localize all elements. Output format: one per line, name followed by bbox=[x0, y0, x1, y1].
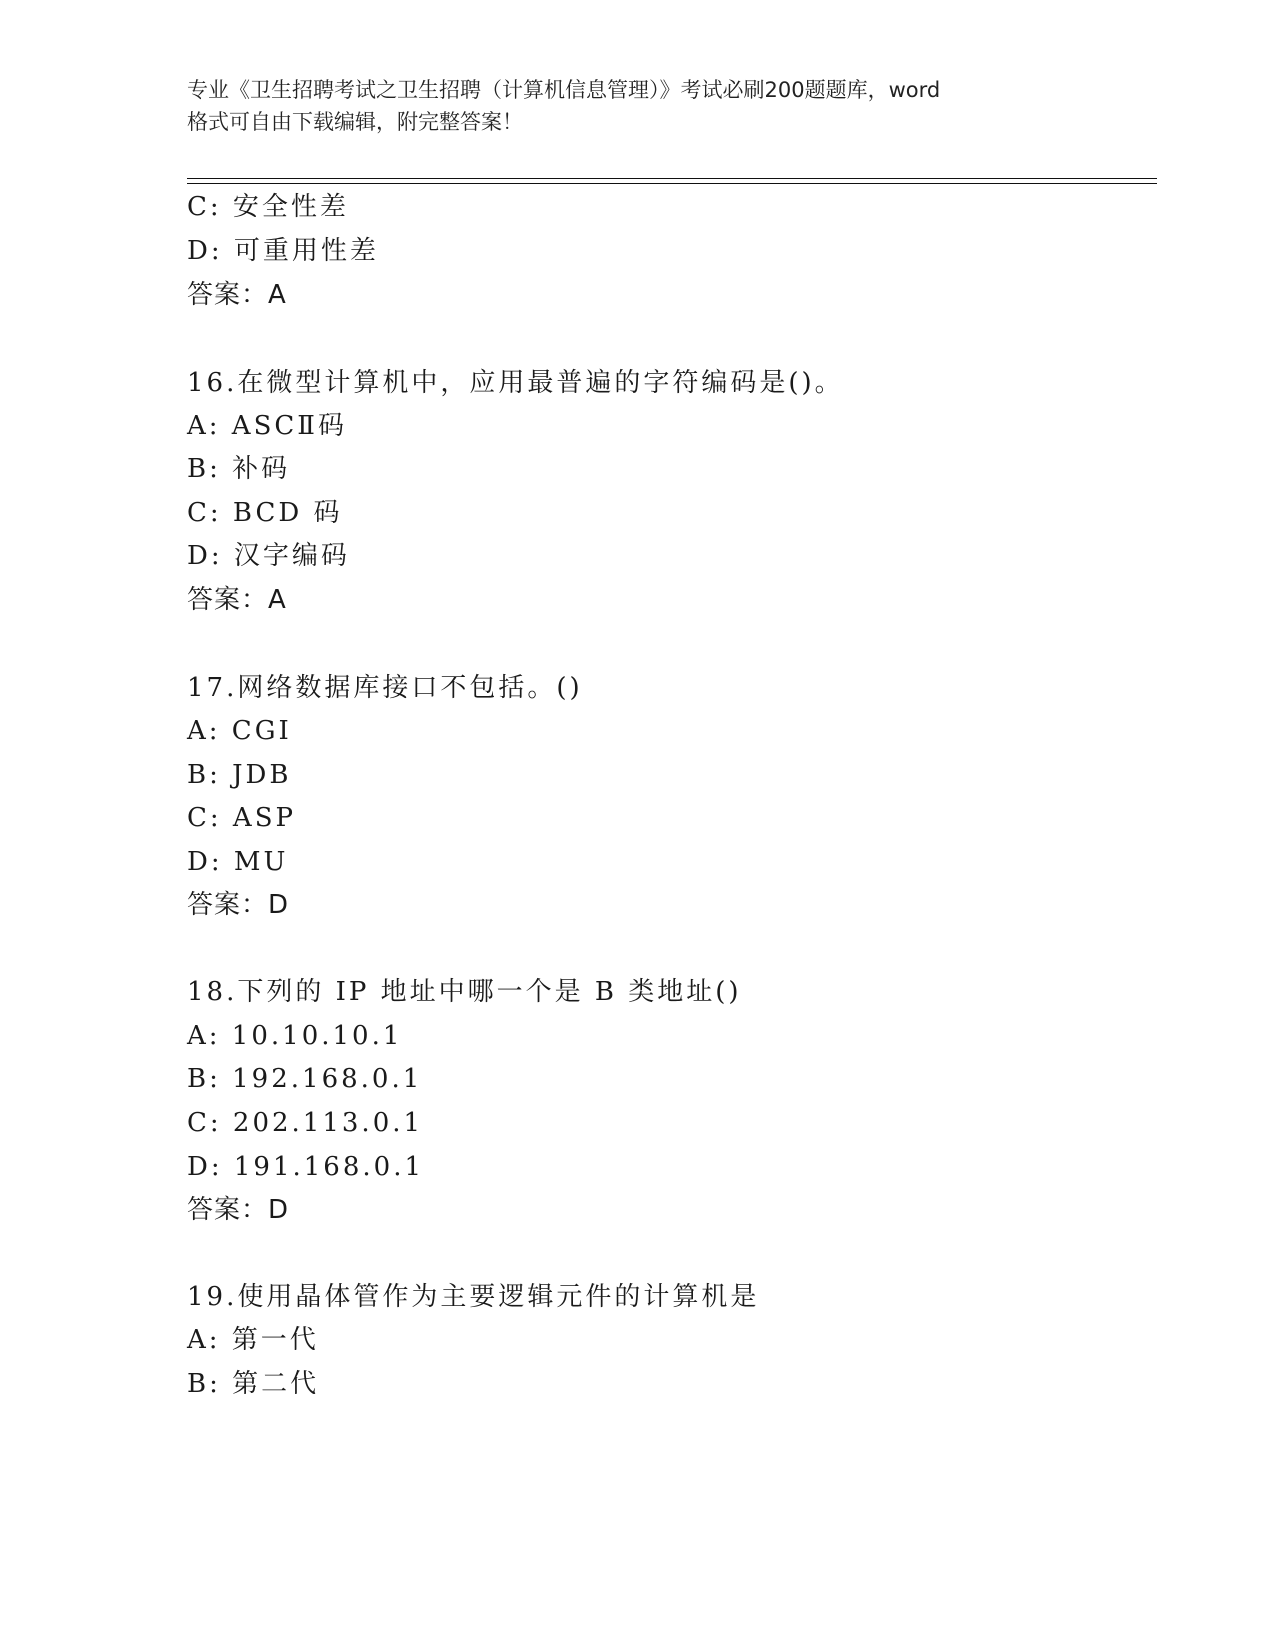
question-15-option-d: D: 可重用性差 bbox=[187, 236, 379, 266]
question-17-answer: 答案：D bbox=[187, 890, 290, 920]
question-16-option-a: A: ASCⅡ码 bbox=[187, 411, 347, 441]
header-title-line-1: 专业《卫生招聘考试之卫生招聘（计算机信息管理）》考试必刷200题题库，word bbox=[187, 78, 941, 102]
question-19-option-b: B: 第二代 bbox=[187, 1369, 320, 1399]
question-15-option-c: C: 安全性差 bbox=[187, 192, 349, 222]
question-18-option-c: C: 202.113.0.1 bbox=[187, 1108, 424, 1138]
question-18-option-d: D: 191.168.0.1 bbox=[187, 1152, 424, 1182]
question-19-option-a: A: 第一代 bbox=[187, 1325, 319, 1355]
question-17-option-b: B: JDB bbox=[187, 760, 292, 790]
header-divider-bottom bbox=[187, 183, 1157, 184]
question-17-option-a: A: CGI bbox=[187, 716, 292, 746]
question-16-option-c: C: BCD 码 bbox=[187, 498, 343, 528]
question-19-stem: 19.使用晶体管作为主要逻辑元件的计算机是 bbox=[187, 1282, 760, 1312]
question-16-answer: 答案：A bbox=[187, 585, 287, 615]
document-header bbox=[187, 74, 1087, 138]
header-divider-top bbox=[187, 178, 1157, 179]
question-18-stem: 18.下列的 IP 地址中哪一个是 B 类地址() bbox=[187, 977, 742, 1007]
question-18-answer: 答案：D bbox=[187, 1195, 290, 1225]
question-18-option-a: A: 10.10.10.1 bbox=[187, 1021, 403, 1051]
question-16-option-d: D: 汉字编码 bbox=[187, 541, 350, 571]
question-17-option-c: C: ASP bbox=[187, 803, 296, 833]
question-16-option-b: B: 补码 bbox=[187, 454, 291, 484]
question-15-answer: 答案：A bbox=[187, 280, 287, 310]
question-17-stem: 17.网络数据库接口不包括。() bbox=[187, 673, 583, 703]
question-16-stem: 16.在微型计算机中，应用最普遍的字符编码是()。 bbox=[187, 368, 844, 398]
header-title-line-2: 格式可自由下载编辑，附完整答案！ bbox=[187, 110, 523, 134]
question-17-option-d: D: MU bbox=[187, 847, 289, 877]
question-18-option-b: B: 192.168.0.1 bbox=[187, 1064, 423, 1094]
